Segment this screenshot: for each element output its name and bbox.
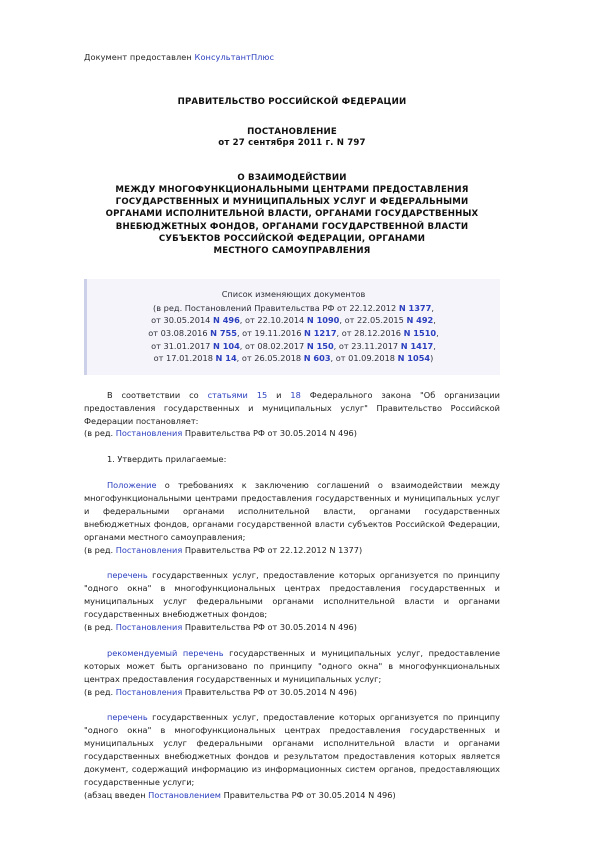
callout-line-3 [93, 327, 494, 340]
edition-suffix: Правительства РФ от 22.12.2012 N 1377) [182, 544, 363, 555]
amendment-ref[interactable]: N 492 [406, 315, 434, 326]
paragraph-text: государственных услуг, предоставление которых организуется по принципу "одного окна" в многофункциональных центрах предоставления государственных и муниципальных услуг федеральными органами исполнительной власти и органами государственных внебюджетных фондов и результатом предоставления которых является документ, содержащий информацию из информационных систем органов, предоставляющих государственные услуги; [84, 712, 500, 787]
consultant-plus-brand[interactable]: КонсультантПлюс [194, 52, 275, 62]
paragraph-polozhenie [84, 479, 500, 544]
intro-paragraph [84, 389, 500, 428]
intro-text [248, 390, 257, 400]
callout-heading: Список изменяющих документов [221, 289, 366, 300]
amendment-ref[interactable]: N 496 [213, 315, 240, 326]
intro-text: Федерального закона "Об организации предоставления государственных и муниципальных услуг" Правительство Российской Федерации постановляет: [84, 389, 500, 426]
edition-prefix: (в ред. [84, 428, 116, 439]
link-articles[interactable]: статьями [207, 389, 248, 400]
callout-text: , [433, 315, 436, 326]
title-line: ГОСУДАРСТВЕННЫХ И МУНИЦИПАЛЬНЫХ УСЛУГ И ФЕДЕРАЛЬНЫМИ [115, 197, 469, 208]
link-polozhenie[interactable]: Положение [107, 480, 157, 491]
amendment-ref[interactable]: N 755 [210, 327, 237, 338]
paragraph-perechen-1 [84, 569, 500, 621]
link-postanovlenie[interactable]: Постановления [115, 544, 183, 555]
callout-text: от 31.01.2017 [151, 340, 213, 351]
item-1-label: 1. Утвердить прилагаемые: [107, 454, 227, 465]
callout-text: , от 22.05.2015 [339, 315, 407, 326]
callout-text: , от 19.11.2016 [236, 327, 305, 338]
callout-text: , от 23.11.2017 [333, 340, 401, 351]
amendment-ref[interactable]: N 1090 [306, 315, 340, 326]
provider-line [84, 52, 500, 63]
title-line: МЕЖДУ МНОГОФУНКЦИОНАЛЬНЫМИ ЦЕНТРАМИ ПРЕДОСТАВЛЕНИЯ [115, 184, 469, 195]
edition-suffix: Правительства РФ от 30.05.2014 N 496) [182, 686, 357, 697]
callout-text: от 03.08.2016 [148, 327, 211, 338]
doc-type-heading: ПОСТАНОВЛЕНИЕ [247, 126, 337, 137]
callout-text: от 17.01.2018 [153, 353, 216, 364]
callout-text: , [433, 340, 436, 351]
amendment-ref[interactable]: N 1510 [403, 327, 437, 338]
callout-text: от 30.05.2014 [151, 315, 213, 326]
callout-text: , от 22.10.2014 [239, 315, 307, 326]
amendment-ref[interactable]: N 603 [303, 353, 331, 364]
link-postanovleniem[interactable]: Постановлением [148, 789, 221, 800]
link-postanovlenie[interactable]: Постановления [115, 686, 183, 697]
callout-text: , от 08.02.2017 [239, 340, 307, 351]
link-postanovlenie[interactable]: Постановления [115, 428, 183, 439]
amendment-ref[interactable]: N 1054 [397, 353, 431, 364]
paragraph-text: государственных и муниципальных услуг, предоставление которых может быть организовано по принципу "одного окна" в многофункциональных центрах предоставления государственных и муниципальных услуг; [84, 647, 500, 684]
title-line: СУБЪЕКТОВ РОССИЙСКОЙ ФЕДЕРАЦИИ, ОРГАНАМИ [158, 233, 426, 244]
callout-text: (в ред. Постановлений Правительства РФ от 22.12.2012 [153, 302, 399, 313]
title-line: ОРГАНАМИ ИСПОЛНИТЕЛЬНОЙ ВЛАСТИ, ОРГАНАМИ ГОСУДАРСТВЕННЫХ [105, 209, 479, 220]
link-article-18[interactable]: 18 [290, 389, 301, 400]
paragraph-text: государственных услуг, предоставление которых организуется по принципу "одного окна" в многофункциональных центрах предоставления государственных и муниципальных услуг федеральными органами исполнительной власти и органами государственных внебюджетных фондов; [84, 570, 500, 620]
callout-text: ) [430, 353, 434, 364]
callout-line-2 [93, 314, 494, 327]
link-perechen[interactable]: перечень [107, 570, 148, 581]
perechen-2-edition-note [84, 789, 500, 802]
callout-text: , [436, 327, 439, 338]
amendment-ref[interactable]: N 150 [306, 340, 334, 351]
edition-suffix: Правительства РФ от 30.05.2014 N 496) [182, 428, 357, 439]
perechen-1-edition-note [84, 621, 500, 634]
link-postanovlenie[interactable]: Постановления [115, 622, 183, 633]
rekom-edition-note [84, 686, 500, 699]
polozhenie-edition-note [84, 544, 500, 557]
callout-text: , от 01.09.2018 [330, 353, 398, 364]
callout-line-5 [93, 352, 494, 365]
title-line: О ВЗАИМОДЕЙСТВИИ [237, 172, 347, 183]
doc-date-number: от 27 сентября 2011 г. N 797 [218, 138, 366, 149]
title-line: ВНЕБЮДЖЕТНЫХ ФОНДОВ, ОРГАНАМИ ГОСУДАРСТВЕННОЙ ВЛАСТИ [115, 221, 469, 232]
paragraph-rekomenduemyi-perechen [84, 647, 500, 686]
edition-suffix: Правительства РФ от 30.05.2014 N 496) [182, 622, 357, 633]
paragraph-text: о требованиях к заключению соглашений о взаимодействии между многофункциональными центрами предоставления государственных и муниципальных услуг и федеральными органами исполнительной власти, органами государственных внебюджетных фондов, органами государственной власти субъектов Российской Федерации, органами местного самоуправления; [84, 480, 500, 542]
link-article-15[interactable]: 15 [256, 389, 268, 400]
edition-prefix: (в ред. [84, 686, 116, 697]
amendment-ref[interactable]: N 1217 [304, 327, 337, 338]
link-rekomenduemyi-perechen[interactable]: рекомендуемый перечень [107, 647, 224, 658]
callout-text: , от 26.05.2018 [236, 353, 304, 364]
title-line: МЕСТНОГО САМОУПРАВЛЕНИЯ [213, 246, 371, 256]
callout-text: , от 28.12.2016 [336, 327, 404, 338]
authority-heading: ПРАВИТЕЛЬСТВО РОССИЙСКОЙ ФЕДЕРАЦИИ [177, 97, 407, 107]
link-perechen[interactable]: перечень [107, 712, 148, 723]
edition-prefix: (в ред. [84, 622, 116, 633]
provider-prefix: Документ предоставлен [84, 52, 195, 62]
edition-suffix: Правительства РФ от 30.05.2014 N 496) [220, 789, 396, 800]
paragraph-perechen-2 [84, 711, 500, 788]
callout-line-1 [93, 302, 494, 315]
edition-prefix: (абзац введен [84, 789, 149, 800]
callout-line-4 [93, 340, 494, 353]
callout-text: , [431, 302, 434, 313]
intro-edition-note [84, 427, 500, 440]
amendment-ref[interactable]: N 104 [213, 340, 240, 351]
changing-documents-callout [84, 279, 500, 375]
amendment-ref[interactable]: N 1417 [400, 340, 434, 351]
amendment-ref[interactable]: N 14 [215, 353, 237, 364]
document-title [84, 172, 500, 257]
intro-text: В соответствии со [107, 389, 208, 400]
edition-prefix: (в ред. [84, 544, 116, 555]
intro-text: и [267, 389, 291, 400]
amendment-ref[interactable]: N 1377 [398, 302, 432, 313]
